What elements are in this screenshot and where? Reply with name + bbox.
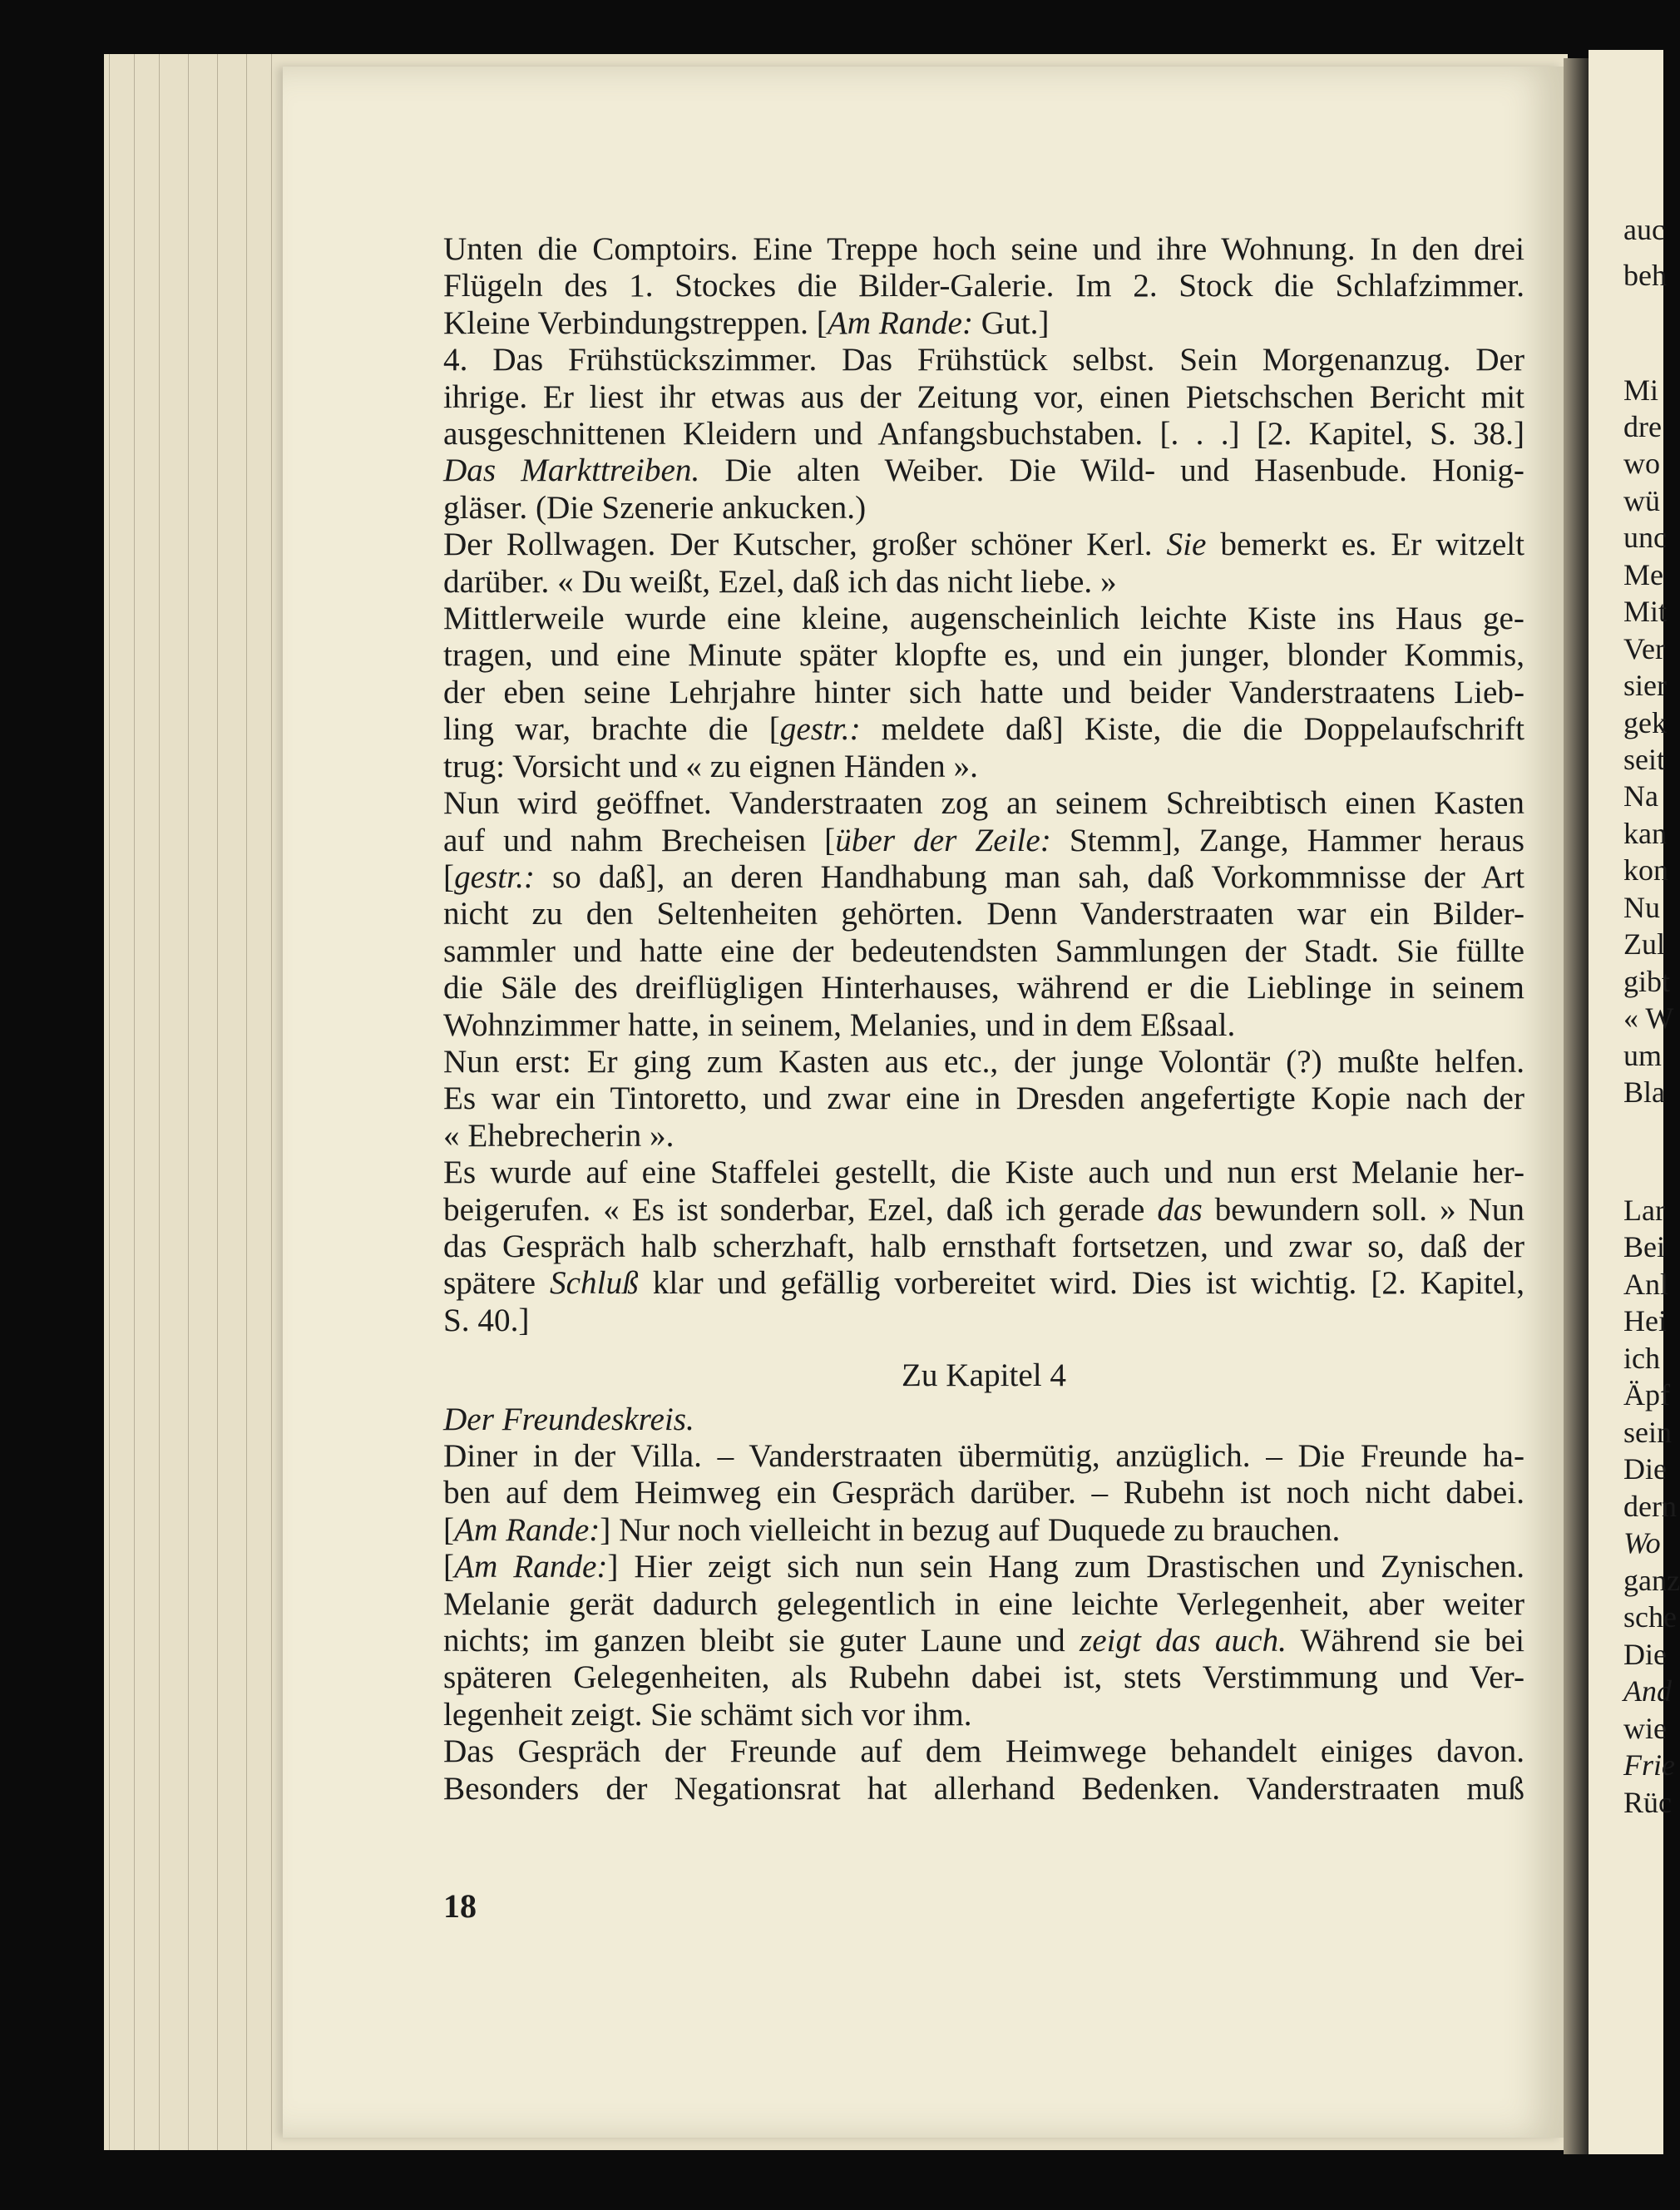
text: ling war, brachte die [: [443, 711, 780, 748]
next-page-line: Hei: [1623, 1304, 1667, 1337]
text: sammler und hatte eine der bedeutendsten Sammlungen der Stadt. Sie füllte: [443, 932, 1524, 969]
italic-text: über der Zeile:: [835, 822, 1051, 858]
text: klar und gefällig vorbereitet wird. Dies ist wichtig. [2. Kapitel,: [638, 1265, 1524, 1302]
next-page-line: gek: [1623, 706, 1667, 739]
text-line: [443, 564, 1524, 601]
text-line: [443, 490, 1524, 527]
text-line: [443, 711, 1524, 748]
next-page-line: Frie: [1623, 1748, 1675, 1782]
text-line: [443, 342, 1524, 378]
text: [: [443, 1549, 455, 1585]
text: Der Rollwagen. Der Kutscher, großer schöner Kerl.: [443, 527, 1167, 563]
text-line: [443, 896, 1524, 932]
text-line: [443, 1438, 1524, 1475]
next-page-line: kon: [1623, 853, 1668, 887]
text: Flügeln des 1. Stockes die Bilder-Galerie. Im 2. Stock die Schlafzimmer.: [443, 268, 1524, 304]
page-number: 18: [443, 1887, 477, 1925]
next-page-line: Äpf: [1623, 1378, 1670, 1412]
text: Kleine Verbindungstreppen. [: [443, 304, 828, 341]
next-page-line: wie: [1623, 1712, 1667, 1745]
next-page-line: ich: [1623, 1342, 1660, 1375]
next-page-line: dre: [1623, 410, 1662, 443]
text: beigerufen. « Es ist sonderbar, Ezel, daß ich gerade: [443, 1191, 1158, 1228]
text-line: [443, 749, 1524, 785]
next-page-line: dern: [1623, 1490, 1677, 1523]
text: der eben seine Lehrjahre hinter sich hatte und beider Vanderstraatens Lieb-: [443, 674, 1524, 710]
text: darüber. « Du weißt, Ezel, daß ich das nicht liebe. »: [443, 563, 1117, 600]
text: nichts; im ganzen bleibt sie guter Laune und: [443, 1623, 1080, 1659]
text: ben auf dem Heimweg ein Gespräch darüber. – Rubehn ist noch nicht dabei.: [443, 1475, 1524, 1511]
next-page-line: gibt: [1623, 965, 1671, 998]
italic-text: Am Rande:: [827, 304, 973, 341]
next-page-line: Mi: [1623, 373, 1659, 407]
text-line: [443, 1475, 1524, 1511]
text: auf und nahm Brecheisen [: [443, 822, 836, 858]
next-page-line: kan: [1623, 817, 1667, 850]
next-page-line: um: [1623, 1039, 1663, 1072]
italic-text: Schluß: [550, 1265, 639, 1302]
text-line: [443, 637, 1524, 674]
text: ] Hier zeigt sich nun sein Hang zum Drastischen und Zynischen.: [607, 1549, 1524, 1585]
italic-text: gestr.:: [779, 711, 861, 748]
text-line: [443, 933, 1524, 970]
text-line: [443, 1154, 1524, 1191]
text: Nun wird geöffnet. Vanderstraaten zog an seinem Schreibtisch einen Kasten: [443, 785, 1524, 822]
text: meldete daß] Kiste, die die Doppelaufschrift: [860, 711, 1524, 748]
text: nicht zu den Seltenheiten gehörten. Denn Vanderstraaten war ein Bilder-: [443, 896, 1524, 932]
next-page-line: auc: [1623, 213, 1665, 246]
text: gläser. (Die Szenerie ankucken.): [443, 489, 867, 526]
text-line: [443, 1080, 1524, 1117]
text-line: [443, 1623, 1524, 1659]
next-page-line: unc: [1623, 521, 1667, 554]
text-line: [443, 452, 1524, 489]
next-page-line: ganz: [1623, 1564, 1680, 1597]
text-line: [443, 1118, 1524, 1154]
next-page-line: Lar: [1623, 1194, 1665, 1227]
text-line: [443, 1265, 1524, 1302]
text: [: [443, 1511, 455, 1548]
page-edge: [183, 54, 189, 2150]
chapter-heading: [443, 1357, 1524, 1394]
text-line: [443, 1512, 1524, 1549]
next-page-line: Me: [1623, 558, 1663, 591]
text-line: [443, 1007, 1524, 1044]
text: legenheit zeigt. Sie schämt sich vor ihm.: [443, 1696, 972, 1733]
italic-text: Das Markttreiben.: [443, 452, 700, 489]
text: bemerkt es. Er witzelt: [1206, 527, 1524, 563]
text: Besonders der Negationsrat hat allerhand Bedenken. Vanderstraaten muß: [443, 1770, 1524, 1807]
text-line: [443, 379, 1524, 416]
text-line: [443, 1697, 1524, 1733]
next-page-line: Zul: [1623, 927, 1665, 961]
text: Diner in der Villa. – Vanderstraaten übermütig, anzüglich. – Die Freunde ha-: [443, 1438, 1524, 1474]
text: Es war ein Tintoretto, und zwar eine in Dresden angefertigte Kopie nach der: [443, 1080, 1524, 1117]
text-line: [443, 859, 1524, 896]
text-line: [443, 785, 1524, 822]
text-line: [443, 305, 1524, 342]
text-line: [443, 416, 1524, 452]
text: Das Gespräch der Freunde auf dem Heimwege behandelt einiges davon.: [443, 1733, 1524, 1770]
text: das Gespräch halb scherzhaft, halb ernsthaft fortsetzen, und zwar so, daß der: [443, 1228, 1524, 1264]
next-page: [1589, 50, 1680, 2154]
italic-text: zeigt das auch.: [1079, 1623, 1287, 1659]
page-edge: [104, 54, 110, 2150]
italic-text: Sie: [1166, 527, 1207, 563]
text-line: [443, 1659, 1524, 1696]
next-page-line: seit: [1623, 743, 1665, 776]
page-text: [443, 231, 1524, 1807]
text: Stemm], Zange, Hammer heraus: [1050, 822, 1524, 858]
next-page-line: And: [1623, 1674, 1672, 1708]
next-page-line: wü: [1623, 484, 1660, 517]
text: späteren Gelegenheiten, als Rubehn dabei ist, stets Verstimmung und Ver-: [443, 1659, 1524, 1696]
text: Gut.]: [973, 304, 1050, 341]
next-page-line: Anl: [1623, 1268, 1668, 1301]
text-line: [443, 527, 1524, 563]
text: « Ehebrecherin ».: [443, 1117, 674, 1154]
italic-text: Am Rande:: [454, 1549, 608, 1585]
page-edge: [266, 54, 272, 2150]
text: Die alten Weiber. Die Wild- und Hasenbude. Honig-: [699, 452, 1524, 489]
page-edge: [212, 54, 218, 2150]
text: Wohnzimmer hatte, in seinem, Melanies, und in dem Eßsaal.: [443, 1006, 1236, 1043]
text-line: [443, 268, 1524, 304]
next-page-line: Ver: [1623, 632, 1665, 665]
text: die Säle des dreiflügligen Hinterhauses, während er die Lieblinge in seinem: [443, 970, 1524, 1006]
text-line: [443, 1192, 1524, 1229]
text: Während sie bei: [1286, 1623, 1524, 1659]
text: Mittlerweile wurde eine kleine, augenscheinlich leichte Kiste ins Haus ge-: [443, 601, 1524, 637]
text: [: [443, 858, 455, 895]
text-line: [443, 675, 1524, 711]
text-line: [443, 1044, 1524, 1080]
text: Melanie gerät dadurch gelegentlich in eine leichte Verlegenheit, aber weiter: [443, 1585, 1524, 1622]
text-line: [443, 1733, 1524, 1770]
next-page-line: Nu: [1623, 891, 1660, 924]
next-page-line: Na: [1623, 779, 1658, 813]
text: bewundern soll. » Nun: [1202, 1191, 1524, 1228]
text-line: [443, 231, 1524, 268]
italic-text: gestr.:: [454, 858, 535, 895]
text-line: [443, 1303, 1524, 1339]
text: spätere: [443, 1265, 551, 1302]
next-page-line: sein: [1623, 1416, 1672, 1449]
page-edge: [241, 54, 247, 2150]
text: 4. Das Frühstückszimmer. Das Frühstück selbst. Sein Morgenanzug. Der: [443, 342, 1524, 378]
text: S. 40.]: [443, 1302, 530, 1338]
text-line: [443, 970, 1524, 1006]
next-page-line: Bei: [1623, 1230, 1665, 1263]
book-gutter: [1564, 58, 1589, 2154]
text: ausgeschnittenen Kleidern und Anfangsbuchstaben. [. . .] [2. Kapitel, S. 38.]: [443, 416, 1524, 452]
text-line: [443, 1586, 1524, 1623]
next-page-line: sier: [1623, 669, 1667, 702]
next-page-line: Bla: [1623, 1075, 1665, 1109]
next-page-line: beh: [1623, 259, 1667, 292]
text: Nun erst: Er ging zum Kasten aus etc., der junge Volontär (?) mußte helfen.: [443, 1043, 1524, 1080]
page-edge: [154, 54, 160, 2150]
italic-text: das: [1157, 1191, 1203, 1228]
text-line: [443, 1771, 1524, 1807]
next-page-line: Die: [1623, 1638, 1667, 1671]
text: tragen, und eine Minute später klopfte es, und ein junger, blonder Kommis,: [443, 637, 1524, 674]
next-page-line: wo: [1623, 447, 1660, 480]
text: ] Nur noch vielleicht in bezug auf Duquede zu brauchen.: [600, 1511, 1341, 1548]
text: ihrige. Er liest ihr etwas aus der Zeitung vor, einen Pietschschen Bericht mit: [443, 378, 1524, 415]
next-page-line: Mit: [1623, 595, 1668, 628]
text-line: [443, 601, 1524, 637]
italic-text: Der Freundeskreis.: [443, 1401, 694, 1437]
next-page-line: « W: [1623, 1001, 1674, 1035]
text: Unten die Comptoirs. Eine Treppe hoch seine und ihre Wohnung. In den drei: [443, 231, 1524, 267]
text: Zu Kapitel 4: [901, 1357, 1067, 1394]
text-line: [443, 1549, 1524, 1585]
text: Es wurde auf eine Staffelei gestellt, die Kiste auch und nun erst Melanie her-: [443, 1154, 1524, 1191]
text: so daß], an deren Handhabung man sah, daß Vorkommnisse der Art: [534, 858, 1524, 895]
next-page-line: Die: [1623, 1452, 1667, 1486]
next-page-line: Wo: [1623, 1526, 1661, 1560]
italic-text: Am Rande:: [454, 1511, 600, 1548]
text: trug: Vorsicht und « zu eignen Händen ».: [443, 748, 978, 784]
next-page-line: sche: [1623, 1600, 1677, 1634]
text-line: [443, 1229, 1524, 1265]
text-line: [443, 1402, 1524, 1438]
next-page-line: Rüc: [1623, 1786, 1672, 1819]
text-line: [443, 823, 1524, 859]
page-edge: [129, 54, 135, 2150]
